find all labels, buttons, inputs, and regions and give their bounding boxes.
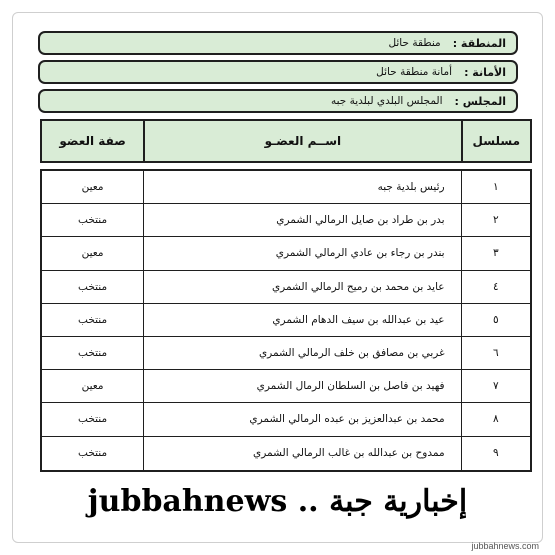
header-name: اســم العضـو	[143, 121, 460, 161]
row-name: غربي بن مصافق بن خلف الرمالي الشمري	[143, 337, 460, 369]
row-serial: ٣	[461, 237, 530, 269]
row-role: معين	[81, 380, 104, 393]
row-name: بدر بن طراد بن صايل الرمالي الشمري	[143, 204, 460, 236]
row-role: منتخب	[78, 313, 108, 326]
row-serial: ٢	[461, 204, 530, 236]
row-name: ممدوح بن عبدالله بن غالب الرمالي الشمري	[143, 437, 460, 470]
row-serial: ٥	[461, 304, 530, 336]
row-serial: ٤	[461, 271, 530, 303]
amana-label: الأمانة :	[464, 65, 506, 79]
row-name: محمد بن عبدالعزيز بن عبده الرمالي الشمري	[143, 403, 460, 435]
row-serial: ٨	[461, 403, 530, 435]
table-body	[40, 169, 532, 472]
footer-brand: jubbahnews .. إخبارية جبة	[87, 483, 468, 519]
table-row	[42, 370, 530, 403]
row-role: منتخب	[78, 447, 108, 460]
row-serial: ٩	[461, 437, 530, 470]
row-name: رئيس بلدية جبه	[143, 171, 460, 203]
council-label: المجلس :	[454, 94, 506, 108]
amana-info	[38, 60, 518, 84]
region-value: منطقة حائل	[388, 37, 441, 49]
row-role: منتخب	[78, 413, 108, 426]
region-info	[38, 31, 518, 55]
header-role: صفة العضو	[59, 134, 126, 148]
header-serial: مسلسل	[461, 121, 530, 161]
row-name: عيد بن عبدالله بن سيف الدهام الشمري	[143, 304, 460, 336]
row-name: بندر بن رجاء بن عادي الرمالي الشمري	[143, 237, 460, 269]
row-name: عايد بن محمد بن رميح الرمالي الشمري	[143, 271, 460, 303]
council-info	[38, 89, 518, 113]
table-row	[42, 304, 530, 337]
amana-value: أمانة منطقة حائل	[376, 66, 453, 78]
table-row	[42, 237, 530, 270]
council-value: المجلس البلدي لبلدية جبه	[330, 95, 443, 107]
region-label: المنطقة :	[452, 36, 506, 50]
table-row	[42, 403, 530, 436]
table-row	[42, 171, 530, 204]
row-role: منتخب	[78, 214, 108, 227]
row-serial: ١	[461, 171, 530, 203]
row-role: معين	[81, 181, 104, 194]
row-serial: ٦	[461, 337, 530, 369]
row-name: فهيد بن فاصل بن السلطان الرمال الشمري	[143, 370, 460, 402]
table-row	[42, 271, 530, 304]
table-header	[40, 119, 532, 163]
site-watermark: jubbahnews.com	[471, 541, 539, 551]
members-table	[40, 119, 532, 472]
row-serial: ٧	[461, 370, 530, 402]
table-row	[42, 204, 530, 237]
table-row	[42, 437, 530, 470]
table-row	[42, 337, 530, 370]
row-role: معين	[81, 247, 104, 260]
row-role: منتخب	[78, 347, 108, 360]
row-role: منتخب	[78, 280, 108, 293]
